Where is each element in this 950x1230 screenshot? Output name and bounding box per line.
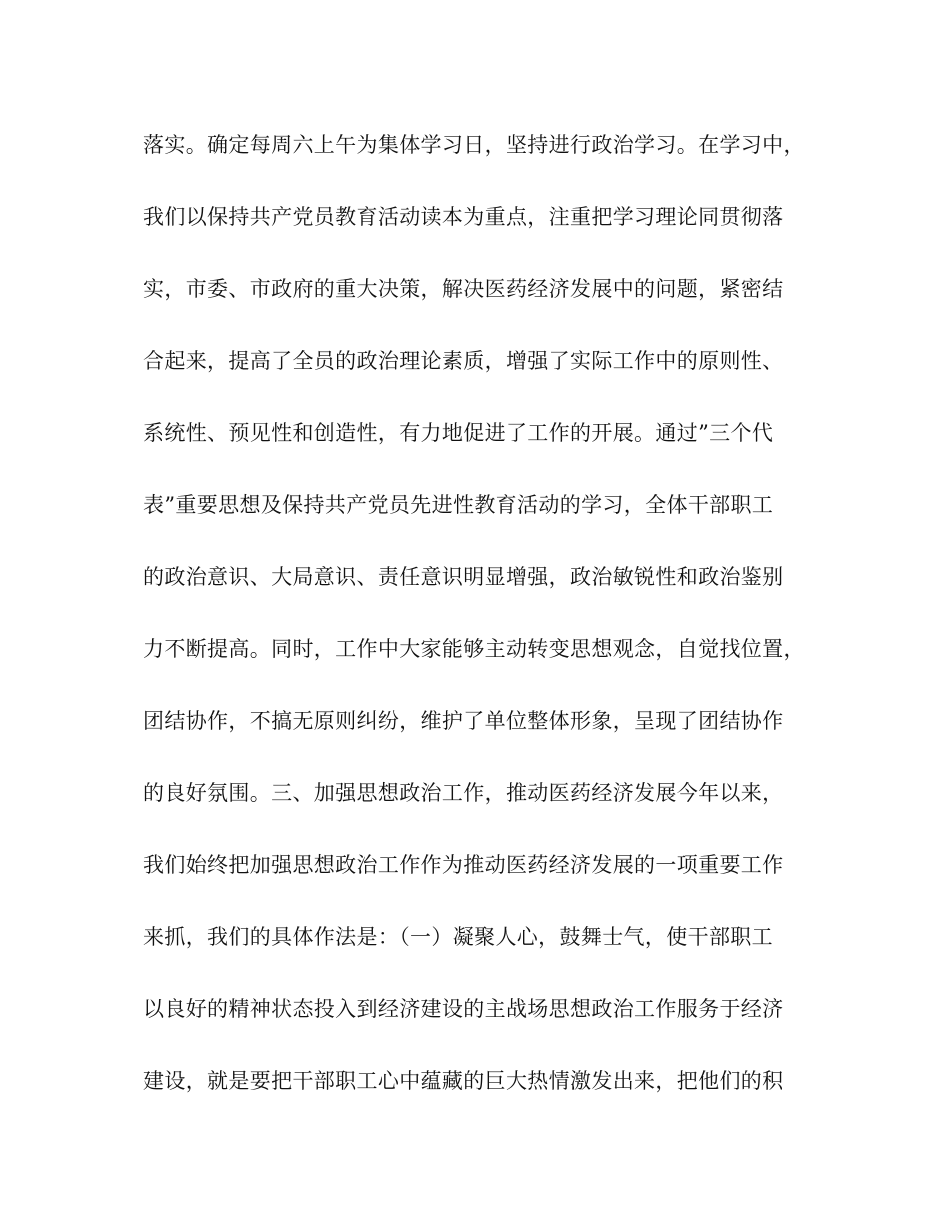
text-line-14: 建设，就是要把干部职工心中蕴藏的巨大热情激发出来，把他们的积 <box>143 1069 784 1093</box>
text-line-7: 的政治意识、大局意识、责任意识明显增强，政治敏锐性和政治鉴别 <box>143 565 784 589</box>
text-line-12: 来抓，我们的具体作法是：（一）凝聚人心，鼓舞士气，使干部职工 <box>143 925 773 949</box>
text-line-8: 力不断提高。同时，工作中大家能够主动转变思想观念，自觉找位置， <box>143 637 805 661</box>
text-line-3: 实，市委、市政府的重大决策，解决医药经济发展中的问题，紧密结 <box>143 277 784 301</box>
text-line-11: 我们始终把加强思想政治工作作为推动医药经济发展的一项重要工作 <box>143 853 784 877</box>
text-line-2: 我们以保持共产党员教育活动读本为重点，注重把学习理论同贯彻落 <box>143 205 784 229</box>
text-line-9: 团结协作，不搞无原则纠纷，维护了单位整体形象，呈现了团结协作 <box>143 709 784 733</box>
text-line-13: 以良好的精神状态投入到经济建设的主战场思想政治工作服务于经济 <box>143 997 784 1021</box>
text-line-1: 落实。确定每周六上午为集体学习日，坚持进行政治学习。在学习中， <box>143 133 805 157</box>
text-line-5: 系统性、预见性和创造性，有力地促进了工作的开展。通过”三个代 <box>143 421 774 445</box>
text-line-4: 合起来，提高了全员的政治理论素质，增强了实际工作中的原则性、 <box>143 349 784 373</box>
text-line-6: 表”重要思想及保持共产党员先进性教育活动的学习，全体干部职工 <box>143 493 774 517</box>
body-text <box>143 125 803 1133</box>
text-line-10: 的良好氛围。三、加强思想政治工作，推动医药经济发展今年以来， <box>143 781 784 805</box>
